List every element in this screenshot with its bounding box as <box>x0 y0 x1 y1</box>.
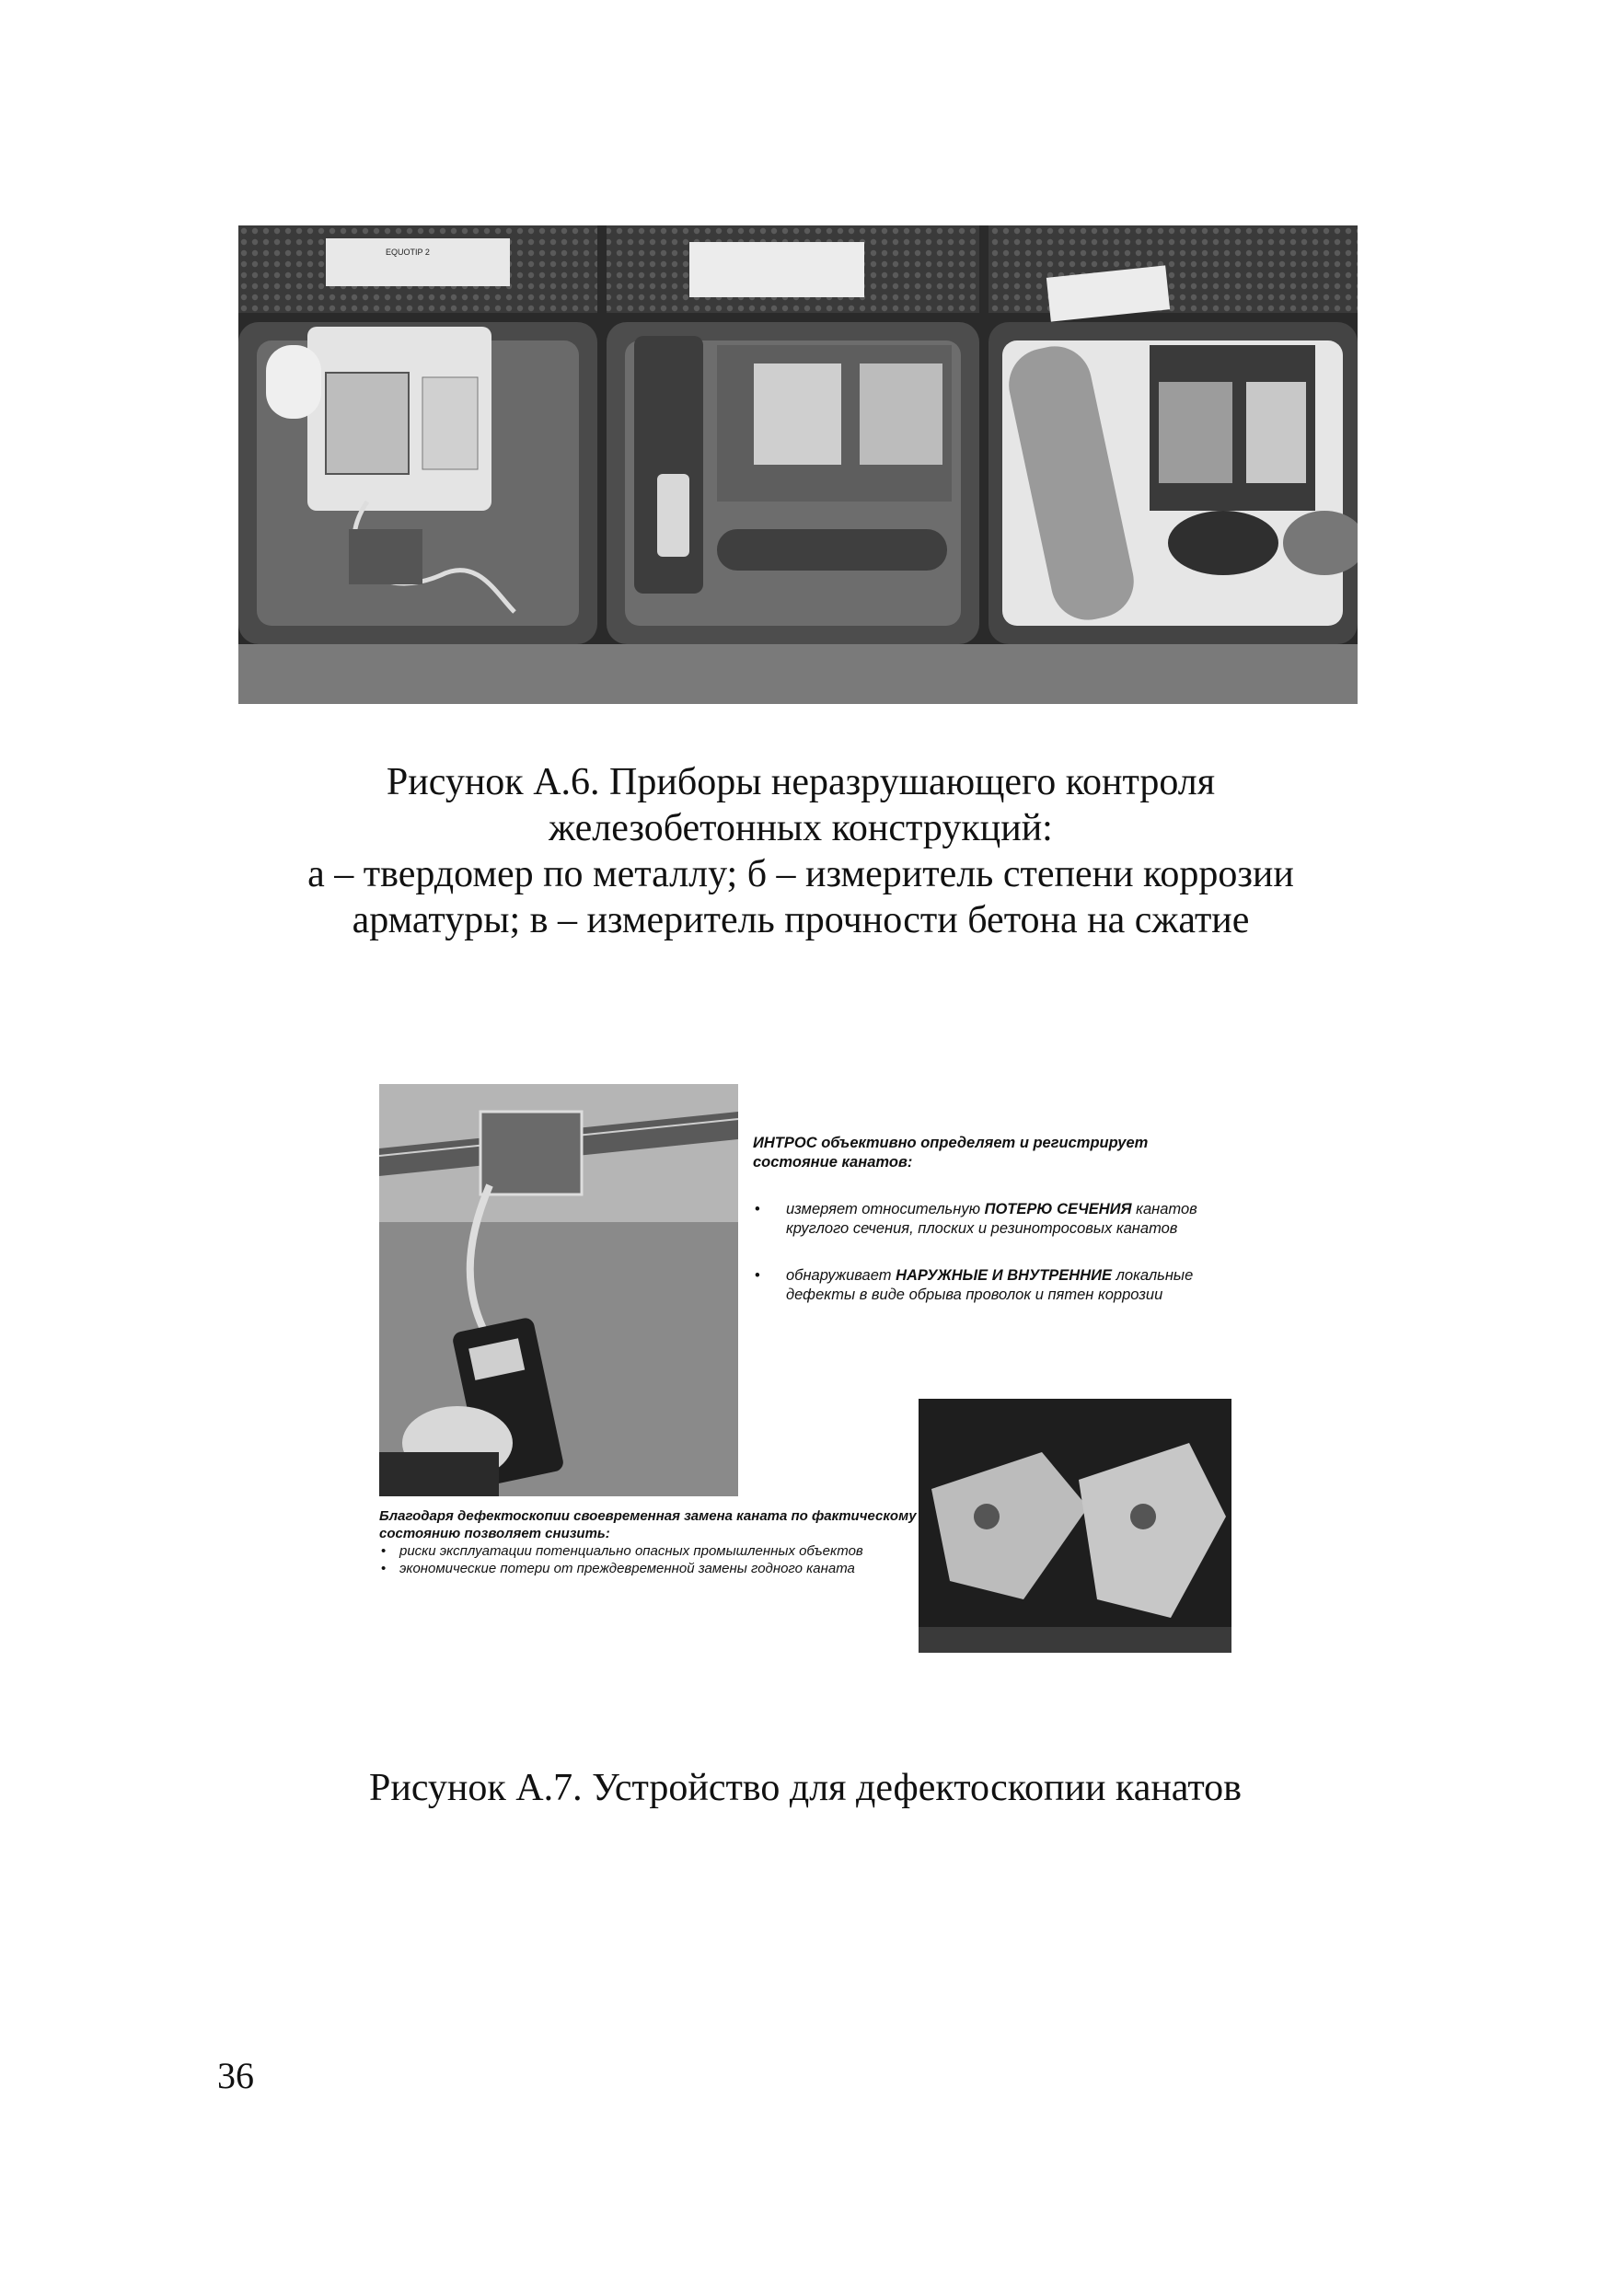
rope-sensor-head <box>480 1112 582 1194</box>
intros-description-panel <box>753 1134 1231 1333</box>
page-number: 36 <box>217 2055 254 2096</box>
figure-a6-caption <box>239 759 1362 943</box>
benefits-lead: Благодаря дефектоскопии своевременная замена каната по фактическому состоянию позволяет снизить: <box>379 1508 917 1541</box>
caption-line: Рисунок А.6. Приборы неразрушающего контроля <box>386 761 1216 803</box>
benefits-panel <box>379 1507 931 1577</box>
caption-line: а – твердомер по металлу; б – измеритель степени коррозии <box>307 853 1294 895</box>
bullet-suffix: канатов круглого сечения, плоских и резинотросовых канатов <box>786 1201 1197 1237</box>
case-b-label <box>689 242 864 297</box>
bullet-suffix: локальные дефекты в виде обрыва проволок и пятен коррозии <box>786 1267 1194 1303</box>
bullet-bold: ПОТЕРЮ СЕЧЕНИЯ <box>984 1201 1132 1217</box>
caption-line: арматуры; в – измеритель прочности бетона на сжатие <box>352 899 1250 941</box>
case-c-lid <box>988 225 1358 313</box>
bullet-bold: НАРУЖНЫЕ И ВНУТРЕННИЕ <box>896 1267 1113 1284</box>
intros-bullet-1 <box>753 1200 1231 1239</box>
case-a-label <box>326 238 510 286</box>
figure-a7-caption: Рисунок А.7. Устройство для дефектоскопии канатов <box>369 1767 1242 1809</box>
intros-bullet-2 <box>753 1266 1231 1305</box>
intros-lead: ИНТРОС объективно определяет и регистрирует состояние канатов: <box>753 1135 1149 1171</box>
benefits-bullet-2: • экономические потери от преждевременной замены годного каната <box>379 1560 931 1577</box>
bullet-prefix: обнаруживает <box>786 1267 892 1284</box>
device-a-label-text: EQUOTIP 2 <box>386 248 430 257</box>
bullet-prefix: измеряет относительную <box>786 1201 980 1217</box>
benefits-bullet-1: • риски эксплуатации потенциально опасных промышленных объектов <box>379 1542 931 1560</box>
caption-line: железобетонных конструкций: <box>549 807 1053 849</box>
figure-a6-photo <box>238 225 1358 704</box>
